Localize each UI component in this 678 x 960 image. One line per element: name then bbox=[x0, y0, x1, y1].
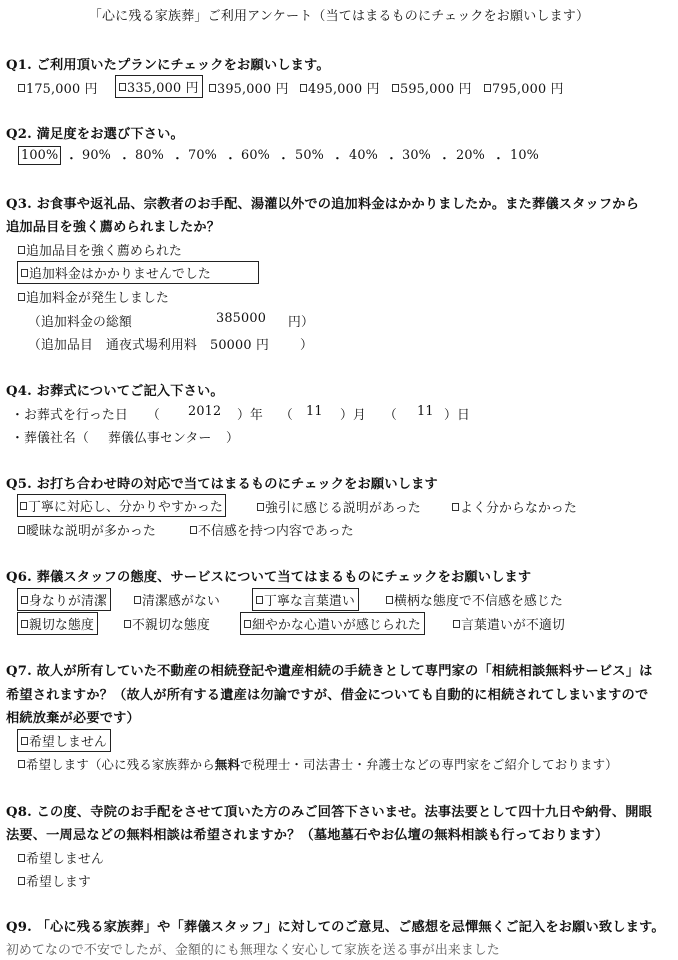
checkbox-icon bbox=[392, 84, 399, 92]
checkbox-icon bbox=[257, 503, 264, 511]
q8-option-yes[interactable]: 希望します bbox=[18, 871, 91, 890]
checkbox-icon bbox=[256, 596, 263, 604]
q5-option-vague[interactable]: 曖昧な説明が多かった bbox=[18, 520, 156, 539]
q2-option-70[interactable]: 70% bbox=[188, 148, 218, 163]
checkbox-icon bbox=[190, 526, 197, 534]
q2-separator: ・ bbox=[65, 152, 78, 167]
q7-question-line3: 相続放棄が必要です） bbox=[6, 711, 140, 726]
checkbox-icon bbox=[300, 84, 307, 92]
q3-fee-items-label: （追加品目 bbox=[28, 338, 93, 353]
q3-option-no-extra-fee-selected[interactable]: 追加料金はかかりませんでした bbox=[17, 261, 259, 284]
q6-option-polite-speech-selected[interactable]: 丁寧な言葉遣い bbox=[252, 588, 359, 611]
q2-separator: ・ bbox=[171, 152, 184, 167]
q9-question: Q9. 「心に残る家族葬」や「葬儀スタッフ」に対してのご意見、ご感想を忌憚無くご記入をお願い致します。 bbox=[6, 920, 665, 935]
checkbox-icon bbox=[18, 854, 25, 862]
q8-question-line1: Q8. この度、寺院のお手配をさせて頂いた方のみご回答下さいませ。法事法要として四十九日や納骨、開眼 bbox=[6, 805, 653, 820]
q4-question: Q4. お葬式についてご記入下さい。 bbox=[6, 384, 224, 399]
checkbox-icon bbox=[134, 596, 141, 604]
checkbox-icon bbox=[484, 84, 491, 92]
q3-option-recommended[interactable]: 追加品目を強く薦められた bbox=[18, 240, 182, 259]
q3-question-line1: Q3. お食事や返礼品、宗教者のお手配、湯灌以外での追加料金はかかりましたか。また葬儀スタッフから bbox=[6, 197, 640, 212]
q2-separator: ・ bbox=[118, 152, 131, 167]
q6-question: Q6. 葬儀スタッフの態度、サービスについて当てはまるものにチェックをお願いします bbox=[6, 570, 532, 585]
q5-option-distrust[interactable]: 不信感を持つ内容であった bbox=[190, 520, 354, 539]
q2-separator: ・ bbox=[438, 152, 451, 167]
q2-option-50[interactable]: 50% bbox=[295, 148, 325, 163]
checkbox-icon bbox=[124, 620, 131, 628]
q1-option-495000[interactable]: 495,000 円 bbox=[300, 78, 380, 97]
q6-option-arrogant[interactable]: 横柄な態度で不信感を感じた bbox=[386, 590, 563, 609]
q4-year-open: （ bbox=[147, 408, 160, 423]
q4-company-label: ・葬儀社名（ bbox=[11, 431, 89, 446]
q4-day-open: （ bbox=[384, 408, 397, 423]
q2-option-10[interactable]: 10% bbox=[510, 148, 540, 163]
checkbox-icon bbox=[18, 293, 25, 301]
q3-question-line2: 追加品目を強く薦められましたか？ bbox=[6, 220, 221, 235]
q2-question: Q2. 満足度をお選び下さい。 bbox=[6, 127, 184, 142]
q4-day-field[interactable]: 11 bbox=[417, 404, 434, 419]
q6-option-not-clean[interactable]: 清潔感がない bbox=[134, 590, 220, 609]
checkbox-icon bbox=[21, 620, 28, 628]
checkbox-icon bbox=[209, 84, 216, 92]
q8-question-line2: 法要、一周忌などの無料相談は希望されますか？（墓地墓石やお仏壇の無料相談も行っております） bbox=[6, 828, 609, 843]
checkbox-icon bbox=[18, 526, 25, 534]
q7-question-line2: 希望されますか？（故人が所有する遺産は勿論ですが、借金についても自動的に相続されてしまいますので bbox=[6, 688, 649, 703]
q6-option-attentive-selected[interactable]: 細やかな心遣いが感じられた bbox=[240, 612, 425, 635]
checkbox-icon bbox=[20, 502, 27, 510]
q4-company-field[interactable]: 葬儀仏事センター bbox=[108, 431, 212, 446]
q4-date-label: ・お葬式を行った日 bbox=[11, 408, 128, 423]
checkbox-icon bbox=[119, 83, 126, 91]
q2-option-20[interactable]: 20% bbox=[456, 148, 486, 163]
q9-answer-field[interactable]: 初めてなので不安でしたが、金額的にも無理なく安心して家族を送る事が出来ました bbox=[6, 943, 500, 958]
q4-day-unit: ）日 bbox=[444, 408, 470, 423]
q2-option-40[interactable]: 40% bbox=[349, 148, 379, 163]
checkbox-icon bbox=[21, 269, 28, 277]
q2-separator: ・ bbox=[385, 152, 398, 167]
q2-option-100-selected[interactable]: 100% bbox=[18, 146, 61, 165]
q5-question: Q5. お打ち合わせ時の対応で当てはまるものにチェックをお願いします bbox=[6, 477, 438, 492]
q1-option-795000[interactable]: 795,000 円 bbox=[484, 78, 564, 97]
q2-separator: ・ bbox=[277, 152, 290, 167]
q3-option-extra-fee[interactable]: 追加料金が発生しました bbox=[18, 287, 169, 306]
q5-option-pushy[interactable]: 強引に感じる説明があった bbox=[257, 497, 421, 516]
checkbox-icon bbox=[18, 84, 25, 92]
q2-separator: ・ bbox=[492, 152, 505, 167]
q4-year-field[interactable]: 2012 bbox=[188, 404, 222, 419]
checkbox-icon bbox=[386, 596, 393, 604]
q6-option-inappropriate-speech[interactable]: 言葉遣いが不適切 bbox=[453, 614, 565, 633]
survey-title: 「心に残る家族葬」ご利用アンケート（当てはまるものにチェックをお願いします） bbox=[88, 9, 590, 24]
q1-option-175000[interactable]: 175,000 円 bbox=[18, 78, 98, 97]
checkbox-icon bbox=[18, 246, 25, 254]
q3-fee-total-unit: 円） bbox=[288, 315, 314, 330]
q3-fee-items-close: ） bbox=[300, 338, 313, 353]
q1-option-335000-selected[interactable]: 335,000 円 bbox=[115, 75, 203, 98]
q6-option-unkind[interactable]: 不親切な態度 bbox=[124, 614, 210, 633]
checkbox-icon bbox=[244, 620, 251, 628]
q2-option-80[interactable]: 80% bbox=[135, 148, 165, 163]
q6-option-kind-selected[interactable]: 親切な態度 bbox=[17, 612, 98, 635]
q2-option-60[interactable]: 60% bbox=[241, 148, 271, 163]
q4-month-field[interactable]: 11 bbox=[306, 404, 323, 419]
checkbox-icon bbox=[453, 620, 460, 628]
q4-year-unit: ）年 bbox=[237, 408, 263, 423]
q3-fee-items-value: 通夜式場利用料 50000 円 bbox=[106, 338, 269, 353]
checkbox-icon bbox=[21, 737, 28, 745]
q7-question-line1: Q7. 故人が所有していた不動産の相続登記や遺産相続の手続きとして専門家の「相続相談無料サービス」は bbox=[6, 664, 653, 679]
q1-option-395000[interactable]: 395,000 円 bbox=[209, 78, 289, 97]
q7-option-no-selected[interactable]: 希望しません bbox=[17, 729, 111, 752]
q2-separator: ・ bbox=[224, 152, 237, 167]
q4-month-unit: ）月 bbox=[340, 408, 366, 423]
q8-option-no[interactable]: 希望しません bbox=[18, 848, 104, 867]
q1-question: Q1. ご利用頂いたプランにチェックをお願いします。 bbox=[6, 58, 330, 73]
q1-option-595000[interactable]: 595,000 円 bbox=[392, 78, 472, 97]
free-emphasis: 無料 bbox=[214, 757, 241, 772]
q2-option-30[interactable]: 30% bbox=[402, 148, 432, 163]
q5-option-polite-selected[interactable]: 丁寧に対応し、分かりやすかった bbox=[17, 494, 226, 517]
checkbox-icon bbox=[21, 596, 28, 604]
q6-option-clean-appearance-selected[interactable]: 身なりが清潔 bbox=[17, 588, 111, 611]
q3-fee-total-label: （追加料金の総額 bbox=[28, 315, 132, 330]
checkbox-icon bbox=[18, 877, 25, 885]
q4-company-close: ） bbox=[226, 431, 239, 446]
q5-option-unclear[interactable]: よく分からなかった bbox=[452, 497, 577, 516]
q2-option-90[interactable]: 90% bbox=[82, 148, 112, 163]
checkbox-icon bbox=[452, 503, 459, 511]
q4-month-open: （ bbox=[280, 408, 293, 423]
checkbox-icon bbox=[18, 760, 25, 768]
q2-separator: ・ bbox=[331, 152, 344, 167]
q7-option-yes[interactable]: 希望します（心に残る家族葬から無料で税理士・司法書士・弁護士などの専門家をご紹介しております） bbox=[18, 755, 618, 773]
q3-fee-total-value: 385000 bbox=[216, 311, 267, 326]
